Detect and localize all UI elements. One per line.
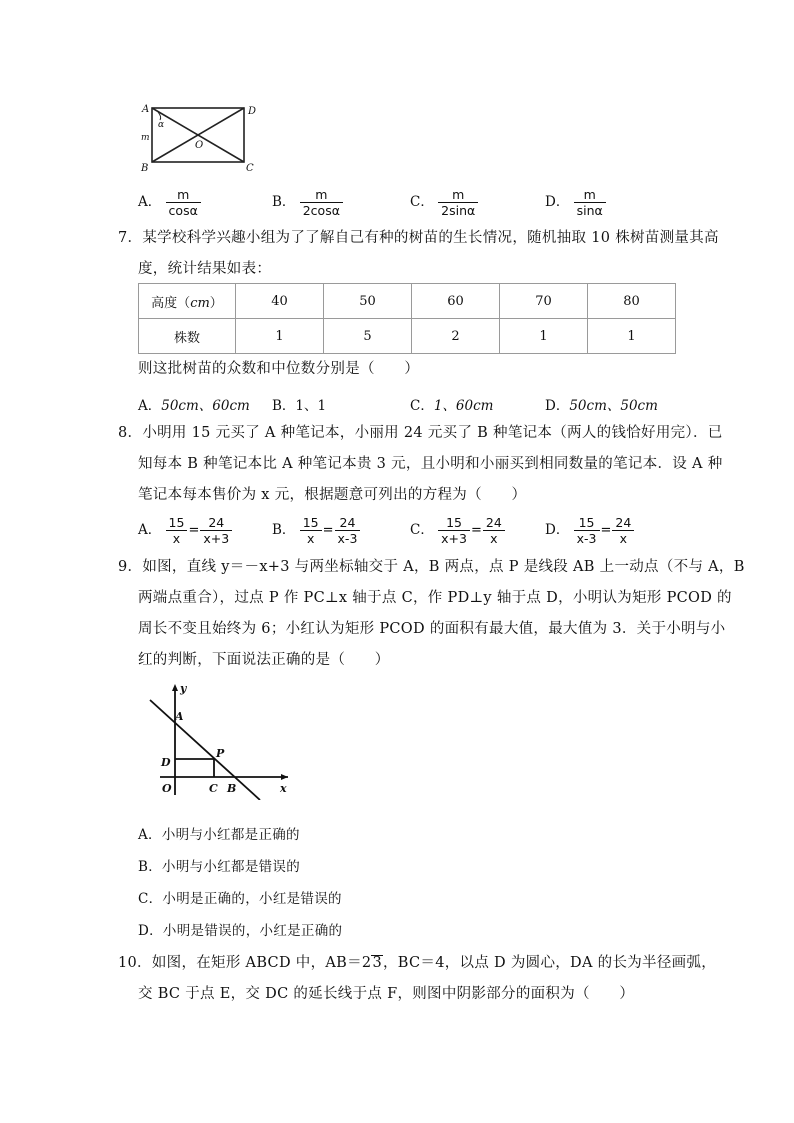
- q9-label-a: A: [175, 710, 184, 723]
- q10-stem-line-2: 交 BC 于点 E，交 DC 的延长线于点 F，则图中阴影部分的面积为（ ）: [138, 986, 635, 1002]
- option-letter: A．: [138, 194, 162, 210]
- q6-option-b[interactable]: [272, 187, 343, 218]
- table-cell: 50: [324, 284, 412, 319]
- table-cell: 1: [500, 319, 588, 354]
- table-cell: 60: [412, 284, 500, 319]
- q6-label-c: C: [246, 163, 254, 174]
- q8-option-b[interactable]: B． $\frac{15}{x}$ = $\frac{24}{x-3}$: [272, 515, 360, 546]
- q6-label-alpha: α: [158, 120, 165, 130]
- table-cell: 1: [236, 319, 324, 354]
- table-cell: 70: [500, 284, 588, 319]
- option-fraction: $\frac{m}{\sin\alpha}$: [574, 187, 606, 218]
- q8-stem-line-2: 知每本 B 种笔记本比 A 种笔记本贵 3 元，且小明和小丽买到相同数量的笔记本．设 A 种: [138, 456, 723, 472]
- q9-label-b: B: [227, 782, 237, 795]
- q7-height-table: [138, 283, 676, 354]
- q9-option-c[interactable]: C．小明是正确的，小红是错误的: [138, 891, 342, 907]
- table-cell: 80: [588, 284, 676, 319]
- q6-option-a[interactable]: [138, 187, 201, 218]
- option-fraction: $\frac{m}{\cos\alpha}$: [166, 187, 201, 218]
- q9-label-d: D: [161, 756, 171, 769]
- option-fraction: $\frac{m}{2\cos\alpha}$: [300, 187, 343, 218]
- table-row: [139, 319, 676, 354]
- q8-option-c[interactable]: C． $\frac{15}{x+3}$ = $\frac{24}{x}$: [410, 515, 505, 546]
- q9-label-x: x: [280, 782, 287, 795]
- q6-option-d[interactable]: [545, 187, 606, 218]
- option-letter: C．: [410, 194, 434, 210]
- q7-question: 则这批树苗的众数和中位数分别是（ ）: [138, 361, 420, 377]
- option-letter: B．: [272, 194, 296, 210]
- q8-option-d[interactable]: D． $\frac{15}{x-3}$ = $\frac{24}{x}$: [545, 515, 634, 546]
- sqrt-radical: 3: [372, 955, 382, 971]
- q9-stem-line-2: 两端点重合），过点 P 作 PC⊥x 轴于点 C，作 PD⊥y 轴于点 D，小明认为矩形 PCOD 的: [138, 590, 732, 606]
- q9-y-arrow-icon: [172, 684, 178, 691]
- q9-option-b[interactable]: B．小明与小红都是错误的: [138, 859, 301, 875]
- table-header-height: 高度（cm）: [139, 284, 236, 319]
- q7-stem-line-1: 7．某学校科学兴趣小组为了了解自己有种的树苗的生长情况，随机抽取 10 株树苗测量其高: [118, 230, 719, 246]
- q8-stem-line-1: 8．小明用 15 元买了 A 种笔记本，小丽用 24 元买了 B 种笔记本（两人的钱恰好用完）．已: [118, 425, 723, 441]
- q7-option-a[interactable]: A．50cm、60cm: [138, 398, 250, 414]
- q9-label-p: P: [216, 747, 225, 760]
- q9-option-a[interactable]: A．小明与小红都是正确的: [138, 827, 300, 843]
- table-cell: 2: [412, 319, 500, 354]
- q9-stem-line-1: 9．如图，直线 y＝－x+3 与两坐标轴交于 A，B 两点，点 P 是线段 AB 上一动点（不与 A，B: [118, 559, 745, 575]
- q8-stem-line-3: 笔记本每本售价为 x 元，根据题意可列出的方程为（ ）: [138, 487, 527, 503]
- table-cell: 5: [324, 319, 412, 354]
- table-cell: 1: [588, 319, 676, 354]
- table-cell: 40: [236, 284, 324, 319]
- q7-option-d[interactable]: D．50cm、50cm: [545, 398, 658, 414]
- q7-stem-line-2: 度，统计结果如表：: [138, 261, 272, 277]
- q9-stem-line-3: 周长不变且始终为 6；小红认为矩形 PCOD 的面积有最大值，最大值为 3．关于小明与小: [138, 621, 726, 637]
- q9-coordinate-figure: [138, 680, 298, 800]
- table-header-count: 株数: [139, 319, 236, 354]
- q6-option-c[interactable]: [410, 187, 478, 218]
- q9-stem-line-4: 红的判断，下面说法正确的是（ ）: [138, 652, 390, 668]
- q9-option-d[interactable]: D．小明是错误的，小红是正确的: [138, 923, 343, 939]
- option-fraction: $\frac{m}{2\sin\alpha}$: [438, 187, 478, 218]
- table-row: [139, 284, 676, 319]
- q9-label-c: C: [209, 782, 218, 795]
- q10-stem-line-1: 10．如图，在矩形 ABCD 中，AB＝23，BC＝4，以点 D 为圆心，DA 的长为半径画弧，: [118, 955, 717, 971]
- q8-option-a[interactable]: A． $\frac{15}{x}$ = $\frac{24}{x+3}$: [138, 515, 232, 546]
- q6-rectangle-figure: [138, 100, 268, 175]
- option-letter: D．: [545, 194, 570, 210]
- q6-label-m: m: [141, 133, 150, 143]
- q7-option-b[interactable]: B．1、1: [272, 398, 327, 414]
- q6-label-a: A: [142, 104, 150, 115]
- q7-option-c[interactable]: C．1、60cm: [410, 398, 494, 414]
- q6-label-d: D: [248, 106, 257, 117]
- q9-label-y: y: [180, 682, 187, 695]
- q6-label-o: O: [195, 140, 204, 151]
- q9-x-arrow-icon: [281, 774, 288, 780]
- q6-label-b: B: [141, 163, 149, 174]
- q9-label-o: O: [162, 782, 172, 795]
